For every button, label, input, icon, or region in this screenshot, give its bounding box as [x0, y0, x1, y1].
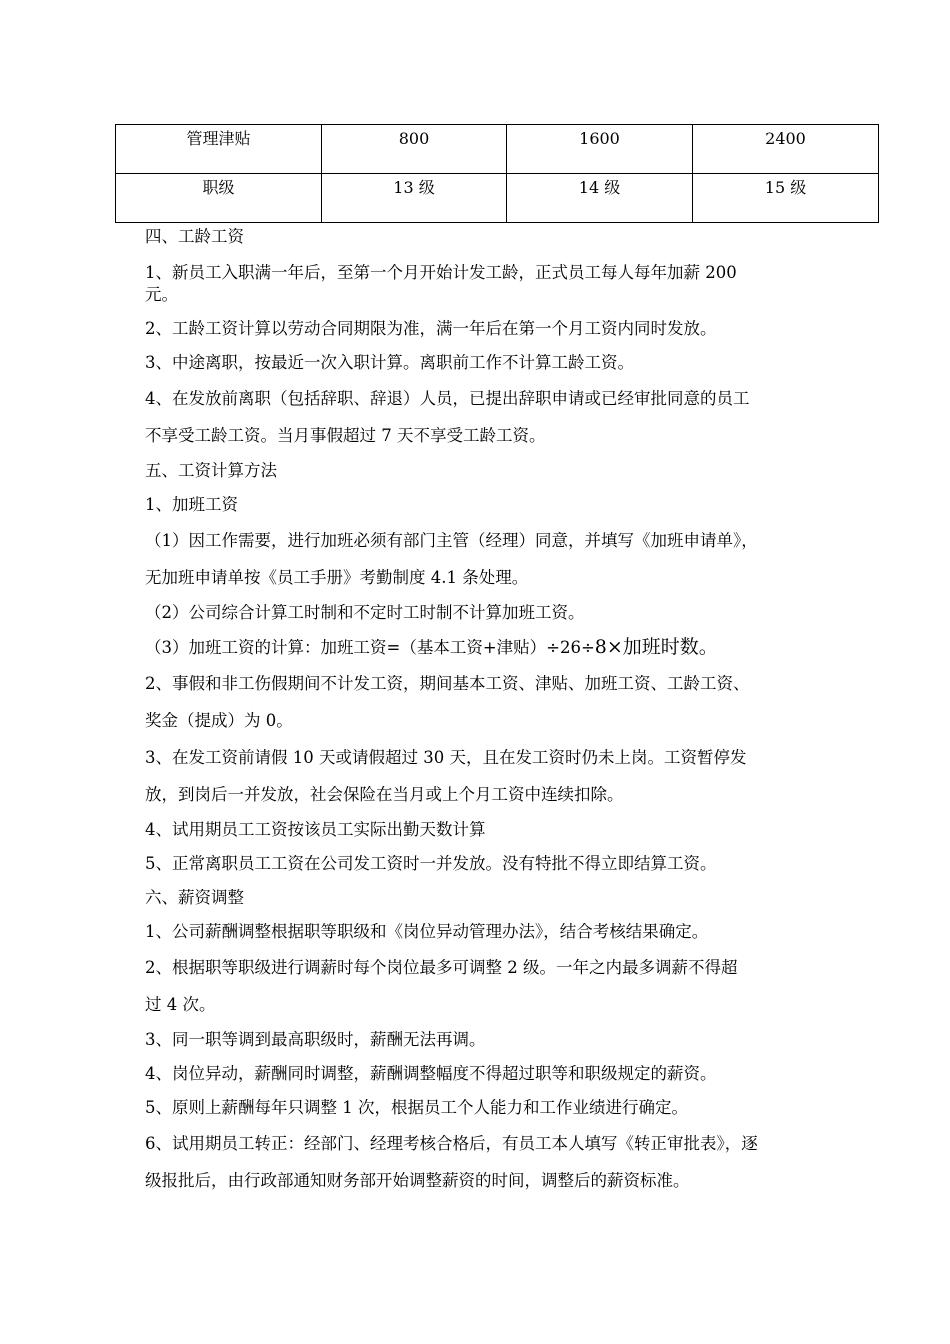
table-cell: 1600: [507, 125, 693, 174]
paragraph: 2、事假和非工伤假期间不计发工资，期间基本工资、津贴、加班工资、工龄工资、 奖金（提成）为 0。: [145, 674, 750, 730]
table-cell: 职级: [116, 174, 322, 223]
paragraph: 4、岗位异动，薪酬同时调整，薪酬调整幅度不得超过职等和职级规定的薪资。: [145, 1064, 717, 1083]
paragraph: 3、中途离职，按最近一次入职计算。离职前工作不计算工龄工资。: [145, 353, 634, 372]
table-cell: 800: [322, 125, 507, 174]
table-cell: 14 级: [507, 174, 693, 223]
paragraph: 1、新员工入职满一年后，至第一个月开始计发工龄，正式员工每人每年加薪 200 元。: [145, 263, 737, 304]
paragraph: 1、加班工资: [145, 495, 238, 514]
paragraph: （1）因工作需要，进行加班必须有部门主管（经理）同意，并填写《加班申请单》， 无加班申请单按《员工手册》考勤制度 4.1 条处理。: [145, 531, 758, 587]
paragraph: 5、原则上薪酬每年只调整 1 次，根据员工个人能力和工作业绩进行确定。: [145, 1098, 688, 1117]
paragraph: 2、工龄工资计算以劳动合同期限为准，满一年后在第一个月工资内同时发放。: [145, 319, 717, 338]
table-row-management-allowance: [116, 125, 879, 174]
paragraph: 3、在发工资前请假 10 天或请假超过 30 天，且在发工资时仍未上岗。工资暂停发 放，到岗后一并发放，社会保险在当月或上个月工资中连续扣除。: [145, 748, 747, 804]
table-cell: 2400: [693, 125, 879, 174]
paragraph: （2）公司综合计算工时制和不定时工时制不计算加班工资。: [145, 603, 585, 622]
section-heading: 五、工资计算方法: [145, 461, 277, 480]
paragraph: 4、试用期员工工资按该员工实际出勤天数计算: [145, 820, 486, 839]
paragraph: （3）加班工资的计算：加班工资=（基本工资+津贴）÷26÷8×加班时数。: [145, 636, 718, 658]
document-body: [145, 220, 810, 1199]
paragraph: 4、在发放前离职（包括辞职、辞退）人员，已提出辞职申请或已经审批同意的员工 不享受工龄工资。当月事假超过 7 天不享受工龄工资。: [145, 389, 750, 445]
table-row-rank: [116, 174, 879, 223]
table-cell: 15 级: [693, 174, 879, 223]
paragraph: 5、正常离职员工工资在公司发工资时一并发放。没有特批不得立即结算工资。: [145, 854, 717, 873]
table-cell: 管理津贴: [116, 125, 322, 174]
table-cell: 13 级: [322, 174, 507, 223]
paragraph: 1、公司薪酬调整根据职等职级和《岗位异动管理办法》，结合考核结果确定。: [145, 922, 709, 941]
paragraph: 6、试用期员工转正：经部门、经理考核合格后，有员工本人填写《转正审批表》，逐 级报批后，由行政部通知财务部开始调整薪资的时间，调整后的薪资标准。: [145, 1134, 758, 1190]
section-heading: 六、薪资调整: [145, 888, 244, 907]
section-heading: 四、工龄工资: [145, 227, 244, 246]
paragraph: 2、根据职等职级进行调薪时每个岗位最多可调整 2 级。一年之内最多调薪不得超 过 4 次。: [145, 958, 738, 1014]
paragraph: 3、同一职等调到最高职级时，薪酬无法再调。: [145, 1030, 486, 1049]
salary-table: [115, 124, 879, 223]
